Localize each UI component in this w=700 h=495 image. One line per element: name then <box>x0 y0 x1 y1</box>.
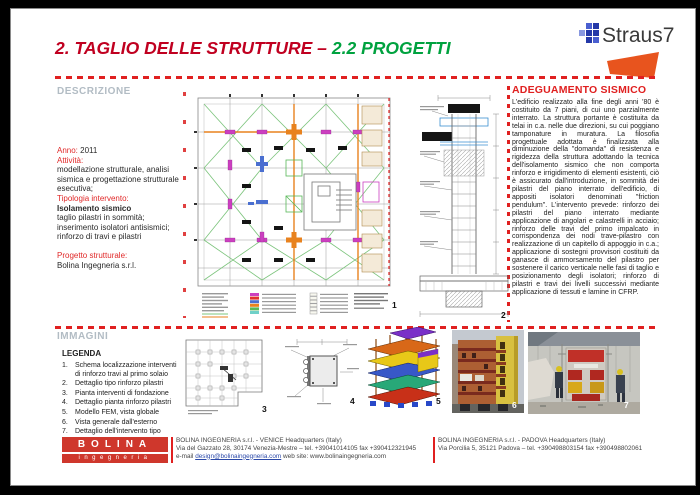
anno-label: Anno: <box>57 146 78 155</box>
section-header-immagini: IMMAGINI <box>57 331 109 342</box>
legenda-item-num: 1. <box>62 362 68 369</box>
legenda-item <box>62 362 180 379</box>
email-link[interactable]: design@bolinaingegneria.com <box>195 452 282 460</box>
legenda-item-num: 6. <box>62 418 68 426</box>
legenda-item-text: Dettaglio tipo rinforzo pilastri <box>75 380 164 388</box>
legenda-item-text: Vista generale dall'esterno <box>75 418 158 426</box>
email-label: e-mail <box>176 452 196 460</box>
attivita-text: modellazione strutturale, analisi sismica e progettazione strutturale esecutiva; <box>57 165 179 194</box>
figure-label-2: 2 <box>501 310 506 320</box>
legenda-item <box>62 428 180 437</box>
page-title <box>55 38 451 59</box>
adeguamento-text: L'edificio realizzato alla fine degli anni '80 è costituito da 7 piani, di cui uno parzialmente interrato. La struttura portante è costituita da telai in c.a. nelle due direzioni, su cui poggiano tamponature in muratura. La filosofia progettuale adottata è finalizzata alla diminuzione della "domanda" di resistenza e rigidezza della struttura adottando la tecnica dell'isolamento sismico che non comporta rinforzo e irrigidimento di elementi esistenti, ciò è assicurato dall'introduzione, in sommità dei pilastri del piano interrato dell'edificio, di appositi isolatori denominati "friction pendulum". L'intervento prevede: rinforzo dei pilastri del piano interrato mediante applicazione di angolari e calastrelli in acciaio; rinforzo delle travi del primo impalcato in corrispondenza dei nodi trave-pilastro con realizzazione di un capitello di appoggio in c.a.; applicazione di sostegni provvisori costituiti da ganasce di ammorsamento del pilastro per sostenere il carico verticale nelle fasi di taglio e posizionamento degli isolatori; rinforzo di pilastri e travi dei livelli successivi mediante applicazione di tessuti e lamine in CFRP. <box>512 99 659 296</box>
legenda-list <box>62 362 180 438</box>
footer-padova-line1: BOLINA INGEGNERIA s.r.l. - PADOVA Headquarters (Italy) <box>438 437 606 444</box>
footer-venice-block <box>176 437 426 460</box>
tipologia-label: Tipologia intervento: <box>57 193 129 203</box>
bolina-logo <box>62 437 168 463</box>
figure-label-1: 1 <box>392 300 397 310</box>
footer-divider-right <box>433 437 435 463</box>
title-green-part: 2.2 PROGETTI <box>331 38 451 58</box>
web-label: web site: www.bolinaingegneria.com <box>281 452 387 460</box>
progetto-label: Progetto strutturale: <box>57 250 128 260</box>
figure-plan-rinforzo-travi <box>186 90 404 327</box>
legenda-item <box>62 380 180 389</box>
anno-value: 2011 <box>80 146 98 155</box>
legenda-item-num: 5. <box>62 408 68 416</box>
footer-padova-line2: Via Porcilia 5, 35121 Padova – tel. +390498803154 fax +390498802061 <box>438 444 643 452</box>
figure-dettaglio-rinforzo-pilastri <box>418 90 510 327</box>
straus7-wordmark: Straus7 <box>602 23 675 47</box>
title-red-part: 2. TAGLIO DELLE STRUTTURE – <box>55 38 327 58</box>
figure-label-3: 3 <box>262 404 267 414</box>
section-header-adeguamento: ADEGUAMENTO SISMICO <box>512 84 647 96</box>
legenda-item <box>62 399 180 408</box>
descrizione-text <box>57 146 179 270</box>
footer-padova-block <box>438 437 668 453</box>
legenda-item-text: Dettaglio pianta rinforzo pilastri <box>75 399 172 407</box>
attivita-label: Attività: <box>57 155 84 165</box>
section-header-descrizione: DESCRIZIONE <box>57 86 131 97</box>
legenda-item-num: 3. <box>62 389 68 397</box>
legenda-item-num: 7. <box>62 428 68 436</box>
straus7-pixel-icon <box>578 22 600 49</box>
figure-label-5: 5 <box>436 396 441 406</box>
footer-venice-line1: BOLINA INGEGNERIA s.r.l. - VENICE Headquarters (Italy) <box>176 437 342 444</box>
dashed-divider-top <box>55 76 660 79</box>
legenda-item <box>62 390 180 399</box>
figure-modello-fem <box>360 327 446 414</box>
bolina-logo-subtitle: ingegneria <box>62 454 168 463</box>
straus7-logo <box>578 22 674 49</box>
orange-flag-shape <box>607 52 659 85</box>
legenda-item <box>62 409 180 418</box>
legenda-item-text: Schema localizzazione interventi di rinforzo travi al primo solaio <box>75 362 177 378</box>
footer-venice-line3 <box>176 453 426 461</box>
figure-label-7: 7 <box>624 400 629 410</box>
tipologia-line: rinforzo di travi e pilastri <box>57 232 142 242</box>
tipologia-bold: Isolamento sismico <box>57 203 132 213</box>
legenda-item-text: Modello FEM, vista globale <box>75 408 160 416</box>
bolina-logo-wordmark: BOLINA <box>62 437 168 452</box>
figure-pianta-fondazione <box>178 334 270 423</box>
figure-label-4: 4 <box>350 396 355 406</box>
legenda-item-text: Pianta interventi di fondazione <box>75 389 169 397</box>
footer-venice-line2: Via del Gazzato 28, 30174 Venezia-Mestre – tel. +39041014105 fax +390412321945 <box>176 444 417 452</box>
legenda-item-text: Dettaglio dell'intervento tipo <box>75 428 161 436</box>
tipologia-line: inserimento isolatori antisismici; <box>57 222 170 232</box>
legenda-title: LEGENDA <box>62 349 102 358</box>
tipologia-line: taglio pilastri in sommità; <box>57 213 145 223</box>
legenda-item <box>62 419 180 428</box>
footer-divider-left <box>171 437 173 463</box>
legenda-item-num: 2. <box>62 380 68 388</box>
figure-label-6: 6 <box>512 400 517 410</box>
legenda-item-num: 4. <box>62 399 68 407</box>
progetto-text: Bolina Ingegneria s.r.l. <box>57 260 137 270</box>
